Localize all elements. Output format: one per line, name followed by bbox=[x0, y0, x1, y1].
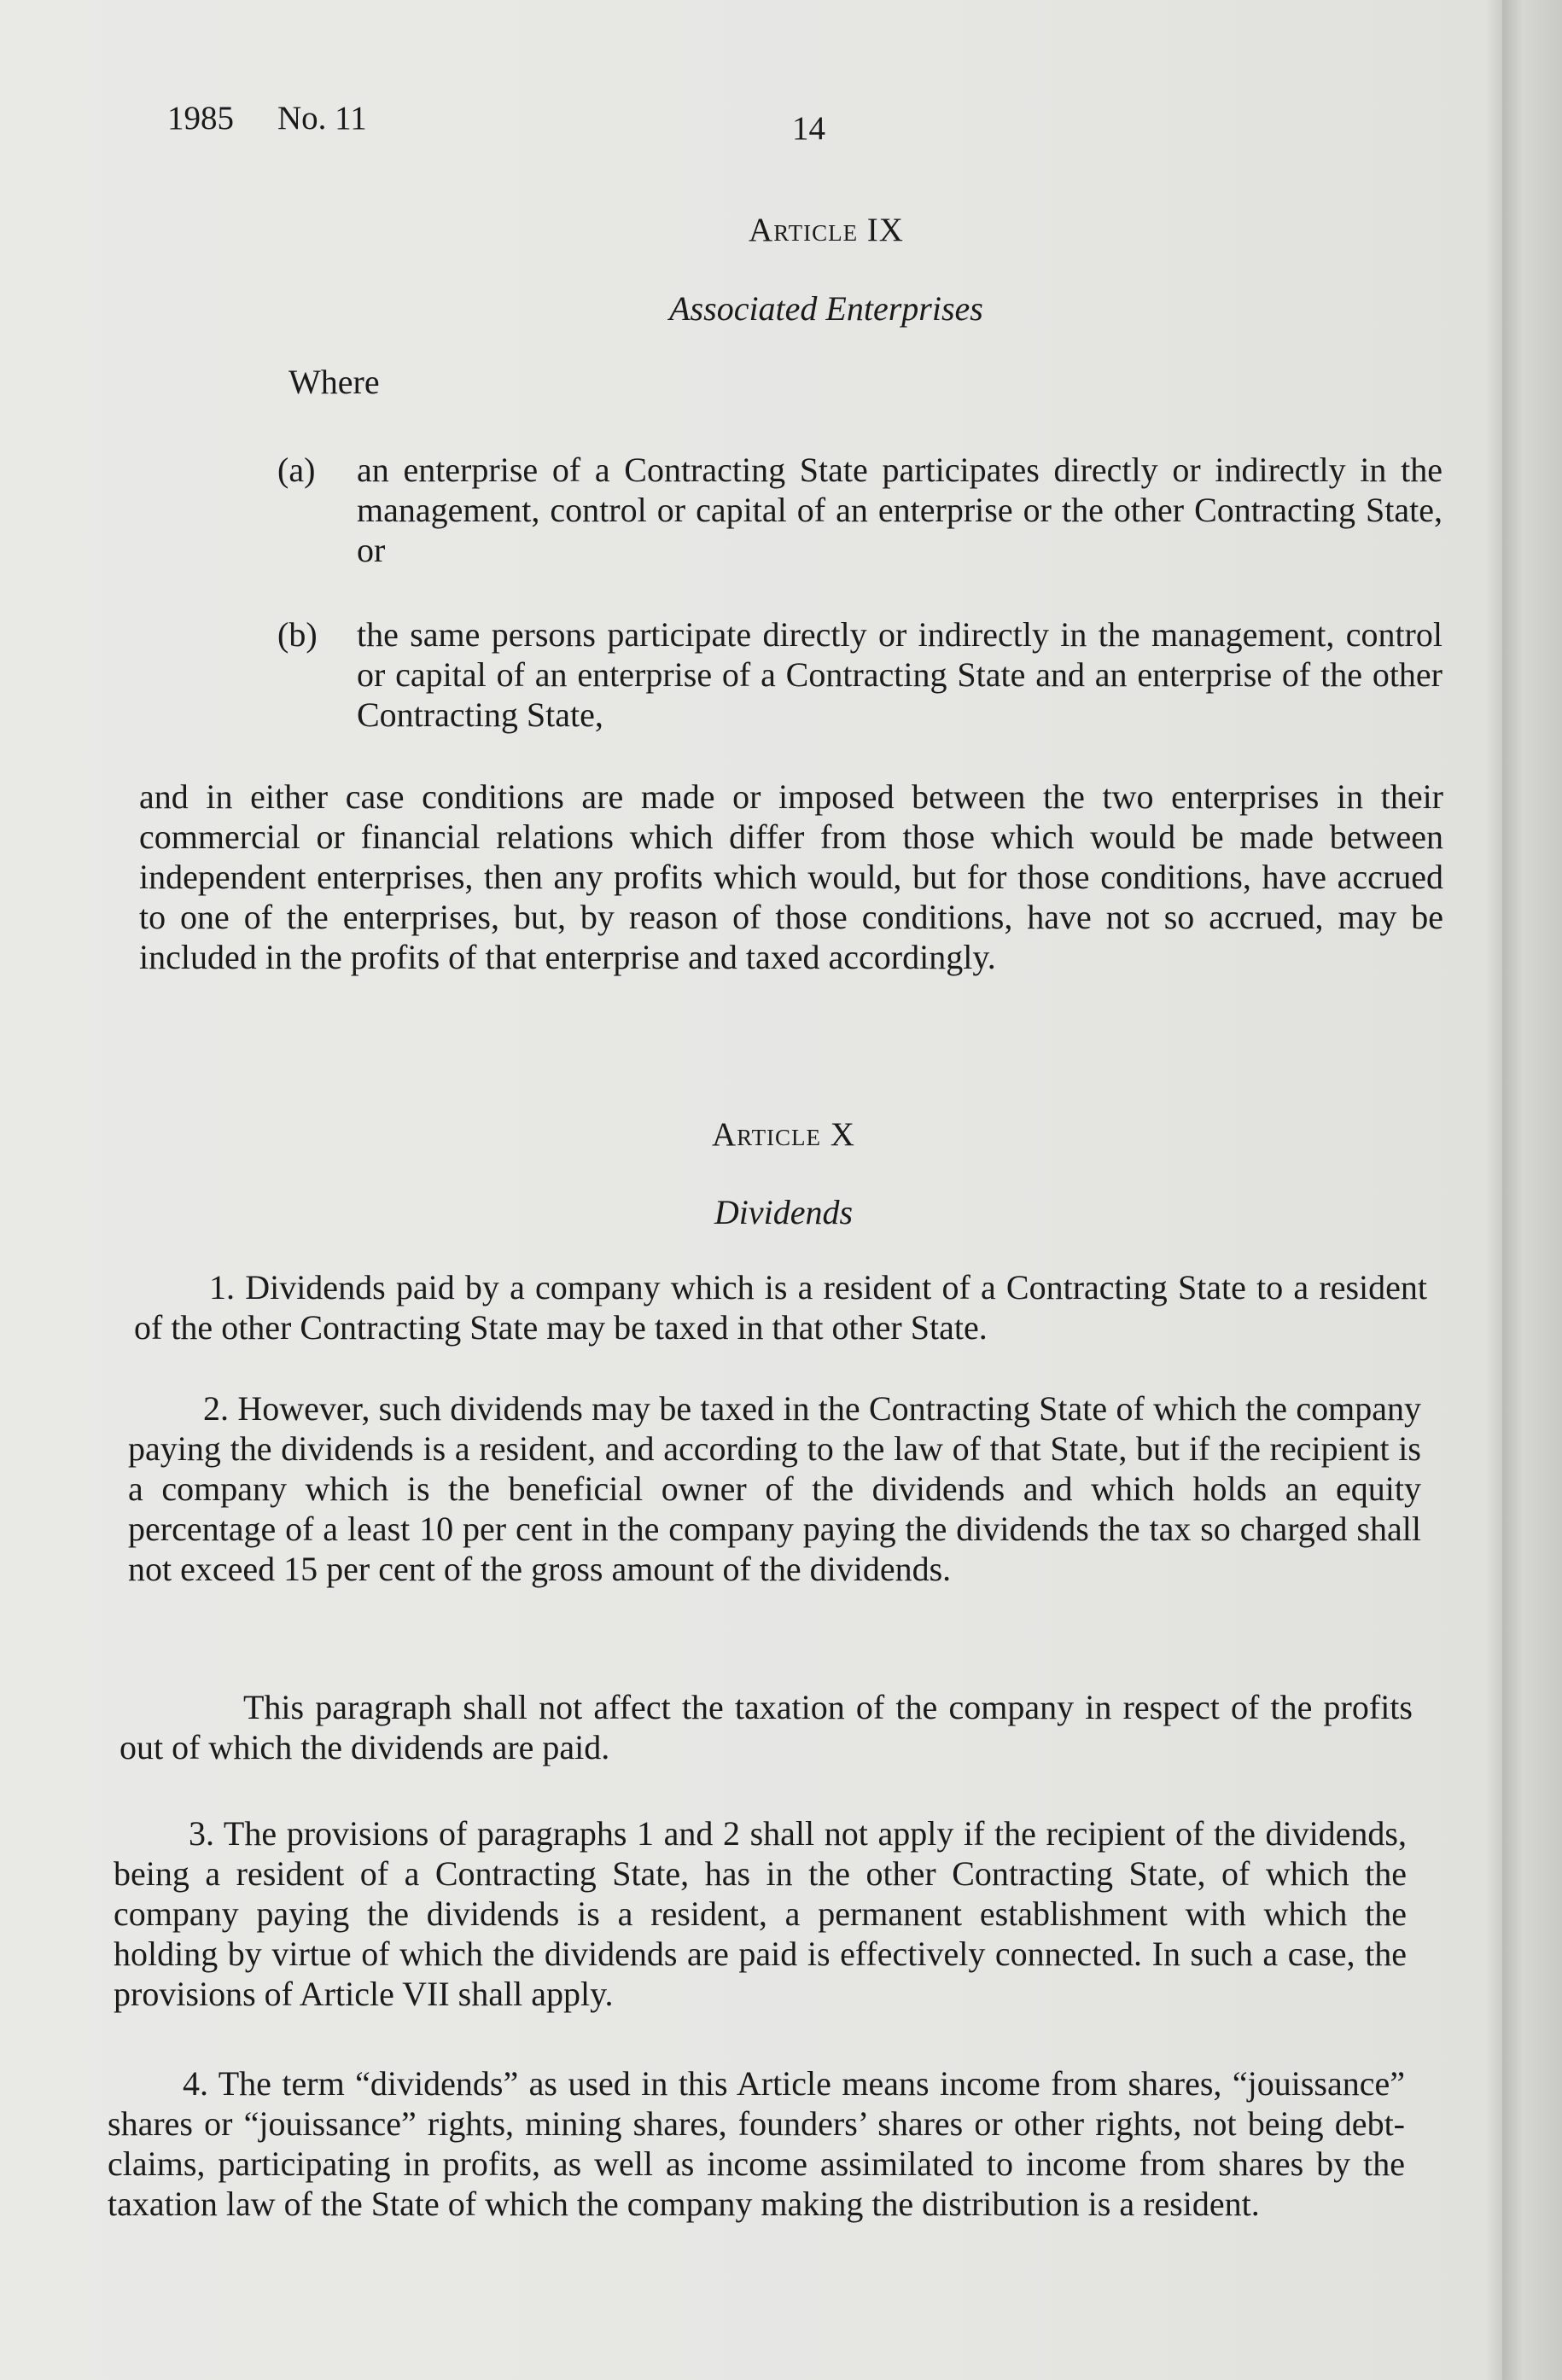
article-10-para-2b: This paragraph shall not affect the taxation of the company in respect of the profits out of which the dividends are paid. bbox=[119, 1688, 1413, 1766]
header-number: No. 11 bbox=[277, 100, 367, 137]
item-a-text: an enterprise of a Contracting State participates directly or indirectly in the management, control or capital of an enterprise or the other Contracting State, or bbox=[357, 451, 1443, 569]
article-9-heading: Article IX bbox=[749, 212, 904, 248]
article-10-para-4: 4. The term “dividends” as used in this Article means income from shares, “jouissance” shares or “jouissance” rights, mining shares, founders’ shares or other rights, not being debt-claims, participating in profits, as well as income assimilated to income from shares by the taxation law of the State of which the company making the distribution is a resident. bbox=[108, 2064, 1405, 2223]
header-year: 1985 bbox=[167, 100, 234, 137]
page-gutter-shadow bbox=[1485, 0, 1504, 2380]
article-10-para-2: 2. However, such dividends may be taxed in the Contracting State of which the company paying the dividends is a resident, and according to the law of that State, but if the recipient is a company which is the beneficial owner of the dividends and which holds an equity percentage of a least 10 per cent in the company paying the dividends the tax so charged shall not exceed 15 per cent of the gross amount of the dividends. bbox=[128, 1389, 1421, 1588]
page-edge bbox=[1502, 0, 1562, 2380]
article-10-heading: Article X bbox=[712, 1116, 855, 1153]
item-a-label: (a) bbox=[277, 451, 316, 489]
page-number: 14 bbox=[792, 110, 825, 147]
article-10-para-1: 1. Dividends paid by a company which is a resident of a Contracting State to a resident of the other Contracting State may be taxed in that other State. bbox=[134, 1268, 1427, 1347]
where-label: Where bbox=[289, 363, 380, 401]
article-10-subheading: Dividends bbox=[714, 1193, 854, 1231]
article-9-body: and in either case conditions are made or imposed between the two enterprises in their commercial or financial relations which differ from those which would be made between independent enterprises, then any profits which would, but for those conditions, have accrued to one of the enterprises, but, by reason of those conditions, have not so accrued, may be included in the profits of that enterprise and taxed accordingly. bbox=[139, 777, 1443, 976]
article-9-subheading: Associated Enterprises bbox=[669, 289, 983, 328]
item-b-label: (b) bbox=[277, 615, 318, 654]
article-10-para-3: 3. The provisions of paragraphs 1 and 2 shall not apply if the recipient of the dividends, being a resident of a Contracting State, has in the other Contracting State, of which the company paying the dividends is a resident, a permanent establishment with which the holding by virtue of which the dividends are paid is effectively connected. In such a case, the provisions of Article VII shall apply. bbox=[114, 1814, 1407, 2013]
item-b-text: the same persons participate directly or indirectly in the management, control or capital of an enterprise of a Contracting State and an enterprise of the other Contracting State, bbox=[357, 615, 1443, 734]
